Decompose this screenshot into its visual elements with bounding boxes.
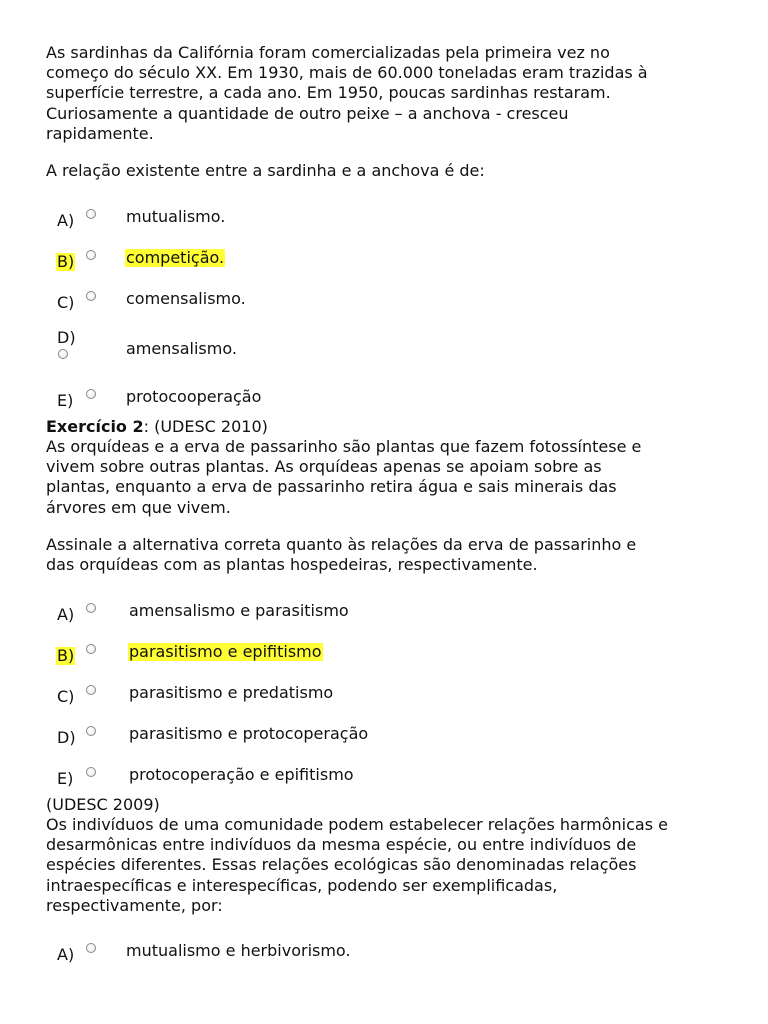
option-letter: A): [57, 945, 75, 964]
option-text: protocooperação: [126, 387, 262, 406]
q2-passage-line: plantas, enquanto a erva de passarinho retira água e sais minerais das: [46, 477, 617, 497]
q3-option-a[interactable]: [46, 942, 736, 966]
q3-passage-line: Os indivíduos de uma comunidade podem estabelecer relações harmônicas e: [46, 815, 668, 834]
q1-question: [46, 161, 736, 181]
option-text: mutualismo e herbivorismo.: [126, 941, 351, 960]
option-letter: C): [57, 293, 75, 312]
option-text: parasitismo e protocoperação: [129, 724, 369, 743]
radio-button[interactable]: [86, 943, 96, 953]
option-text-highlighted: parasitismo e epifitismo: [129, 642, 322, 661]
option-letter: A): [57, 605, 75, 624]
option-letter: D): [57, 328, 76, 347]
q2-option-b[interactable]: [46, 643, 736, 667]
q1-passage-line: superfície terrestre, a cada ano. Em 1950, poucas sardinhas restaram.: [46, 83, 611, 103]
q1-option-c[interactable]: [46, 290, 736, 314]
q2-passage: [46, 437, 736, 518]
option-letter: C): [57, 687, 75, 706]
option-letter: A): [57, 211, 75, 230]
q2-passage-line: árvores em que vivem.: [46, 497, 231, 517]
q2-heading-rest: : (UDESC 2010): [143, 417, 268, 436]
option-text: comensalismo.: [126, 289, 246, 308]
q3-heading-text: (UDESC 2009): [46, 795, 160, 814]
radio-button[interactable]: [86, 767, 96, 777]
option-letter: D): [57, 728, 76, 747]
radio-button[interactable]: [86, 250, 96, 260]
option-text: amensalismo e parasitismo: [129, 601, 349, 620]
option-letter: B): [57, 646, 75, 665]
q2-question-line: das orquídeas com as plantas hospedeiras, respectivamente.: [46, 555, 538, 575]
radio-button[interactable]: [86, 644, 96, 654]
q2-heading: [46, 417, 736, 437]
q3-passage-line: intraespecíficas e interespecíficas, podendo ser exemplificadas,: [46, 875, 558, 895]
q3-passage-line: respectivamente, por:: [46, 895, 223, 915]
option-text-highlighted: competição.: [126, 248, 225, 267]
q1-passage: [46, 43, 736, 144]
option-letter: E): [57, 391, 74, 410]
option-letter: E): [57, 769, 74, 788]
radio-button[interactable]: [86, 389, 96, 399]
q3-passage-line: desarmônicas entre indivíduos da mesma espécie, ou entre indivíduos de: [46, 835, 637, 855]
q2-option-d[interactable]: [46, 725, 736, 749]
q3-passage-line: espécies diferentes. Essas relações ecológicas são denominadas relações: [46, 855, 637, 875]
option-letter: B): [57, 252, 75, 271]
q1-passage-line: As sardinhas da Califórnia foram comercializadas pela primeira vez no: [46, 43, 610, 62]
radio-button[interactable]: [86, 209, 96, 219]
option-text: protocoperação e epifitismo: [129, 765, 354, 784]
q1-passage-line: começo do século XX. Em 1930, mais de 60.000 toneladas eram trazidas à: [46, 63, 648, 83]
radio-button[interactable]: [86, 291, 96, 301]
q2-question-line: Assinale a alternativa correta quanto às relações da erva de passarinho e: [46, 535, 637, 554]
q2-option-c[interactable]: [46, 684, 736, 708]
q3-heading: [46, 795, 736, 815]
option-text: mutualismo.: [126, 207, 226, 226]
q1-question-text: A relação existente entre a sardinha e a anchova é de:: [46, 161, 485, 180]
q2-passage-line: vivem sobre outras plantas. As orquídeas apenas se apoiam sobre as: [46, 457, 602, 477]
option-text: parasitismo e predatismo: [129, 683, 334, 702]
radio-button[interactable]: [58, 349, 68, 359]
q2-heading-bold: Exercício 2: [46, 417, 144, 436]
q1-option-d[interactable]: [46, 329, 736, 369]
q2-option-e[interactable]: [46, 766, 736, 790]
radio-button[interactable]: [86, 603, 96, 613]
radio-button[interactable]: [86, 685, 96, 695]
q1-passage-line: rapidamente.: [46, 123, 154, 143]
q2-passage-line: As orquídeas e a erva de passarinho são plantas que fazem fotossíntese e: [46, 437, 642, 456]
option-text: amensalismo.: [126, 339, 237, 358]
q2-option-a[interactable]: [46, 602, 736, 626]
q1-option-e[interactable]: [46, 388, 736, 412]
radio-button[interactable]: [86, 726, 96, 736]
q3-passage: [46, 815, 736, 916]
q1-option-a[interactable]: [46, 208, 736, 232]
q2-question: [46, 535, 736, 575]
q1-option-b[interactable]: [46, 249, 736, 273]
q1-passage-line: Curiosamente a quantidade de outro peixe – a anchova - cresceu: [46, 103, 569, 123]
